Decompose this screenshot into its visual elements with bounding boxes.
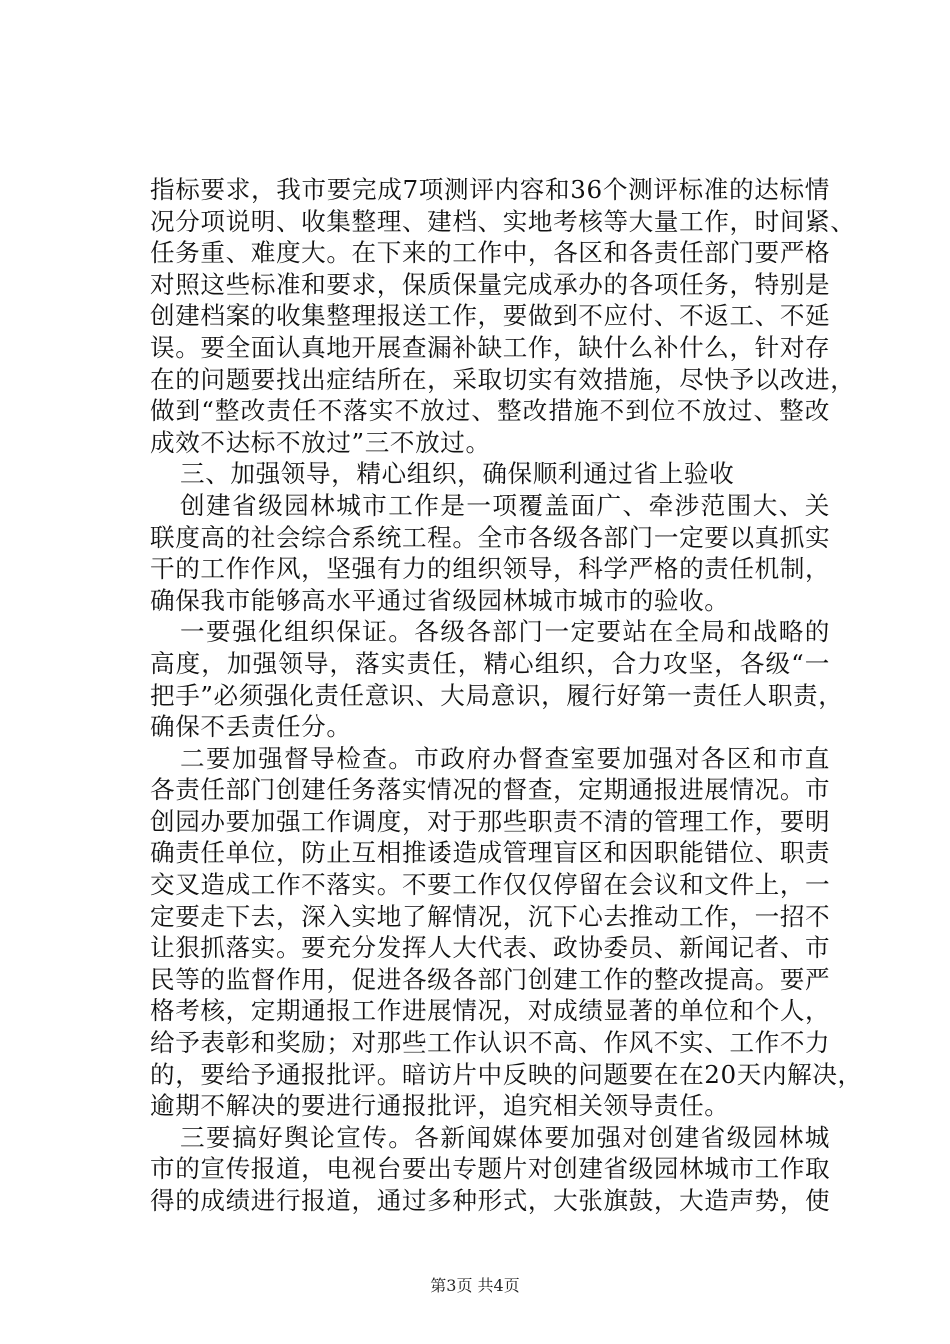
text-line: 干的工作作风，坚强有力的组织领导，科学严格的责任机制， (150, 554, 831, 584)
text-line: 联度高的社会综合系统工程。全市各级各部门一定要以真抓实 (150, 522, 831, 552)
text-line: 格考核，定期通报工作进展情况，对成绩显著的单位和个人， (150, 996, 831, 1026)
text-line: 对照这些标准和要求，保质保量完成承办的各项任务，特别是 (150, 269, 831, 299)
text-line: 民等的监督作用，促进各级各部门创建工作的整改提高。要严 (150, 964, 831, 994)
text-line: 误。要全面认真地开展查漏补缺工作，缺什么补什么，针对存 (150, 332, 831, 362)
text-line: 二要加强督导检查。市政府办督查室要加强对各区和市直 (180, 743, 830, 773)
text-line: 给予表彰和奖励；对那些工作认识不高、作风不实、工作不力 (150, 1028, 831, 1058)
text-line: 逾期不解决的要进行通报批评，追究相关领导责任。 (150, 1091, 730, 1121)
text-line: 确责任单位，防止互相推诿造成管理盲区和因职能错位、职责 (150, 838, 831, 868)
text-line: 成效不达标不放过”三不放过。 (150, 427, 491, 457)
text-line: 三要搞好舆论宣传。各新闻媒体要加强对创建省级园林城 (180, 1122, 830, 1152)
text-line: 的，要给予通报批评。暗访片中反映的问题要在在20天内解决， (150, 1059, 863, 1089)
text-line: 在的问题要找出症结所在，采取切实有效措施，尽快予以改进， (150, 364, 856, 394)
text-line: 创园办要加强工作调度，对于那些职责不清的管理工作，要明 (150, 806, 831, 836)
text-line: 确保不丢责任分。 (150, 712, 352, 742)
text-line: 一要强化组织保证。各级各部门一定要站在全局和战略的 (180, 617, 830, 647)
text-line: 况分项说明、收集整理、建档、实地考核等大量工作，时间紧、 (150, 206, 856, 236)
text-line: 任务重、难度大。在下来的工作中，各区和各责任部门要严格 (150, 238, 831, 268)
text-line: 各责任部门创建任务落实情况的督查，定期通报进展情况。市 (150, 775, 831, 805)
text-line: 创建档案的收集整理报送工作，要做到不应付、不返工、不延 (150, 301, 831, 331)
section-heading: 三、加强领导，精心组织，确保顺利通过省上验收 (180, 459, 735, 489)
text-line: 得的成绩进行报道，通过多种形式，大张旗鼓，大造声势，使 (150, 1186, 831, 1215)
text-line: 市的宣传报道，电视台要出专题片对创建省级园林城市工作取 (150, 1154, 831, 1184)
text-line: 指标要求，我市要完成7项测评内容和36个测评标准的达标情 (150, 175, 830, 204)
text-line: 高度，加强领导，落实责任，精心组织，合力攻坚，各级“一 (150, 648, 830, 678)
text-line: 确保我市能够高水平通过省级园林城市城市的验收。 (150, 585, 730, 615)
text-line: 定要走下去，深入实地了解情况，沉下心去推动工作，一招不 (150, 901, 831, 931)
text-line: 做到“整改责任不落实不放过、整改措施不到位不放过、整改 (150, 396, 830, 426)
text-line: 让狠抓落实。要充分发挥人大代表、政协委员、新闻记者、市 (150, 933, 831, 963)
text-line: 把手”必须强化责任意识、大局意识，履行好第一责任人职责， (150, 680, 844, 710)
page-footer: 第3页 共4页 (430, 1276, 520, 1295)
text-line: 交叉造成工作不落实。不要工作仅仅停留在会议和文件上，一 (150, 870, 831, 900)
text-line: 创建省级园林城市工作是一项覆盖面广、牵涉范围大、关 (180, 490, 830, 520)
body-text (150, 174, 863, 1217)
